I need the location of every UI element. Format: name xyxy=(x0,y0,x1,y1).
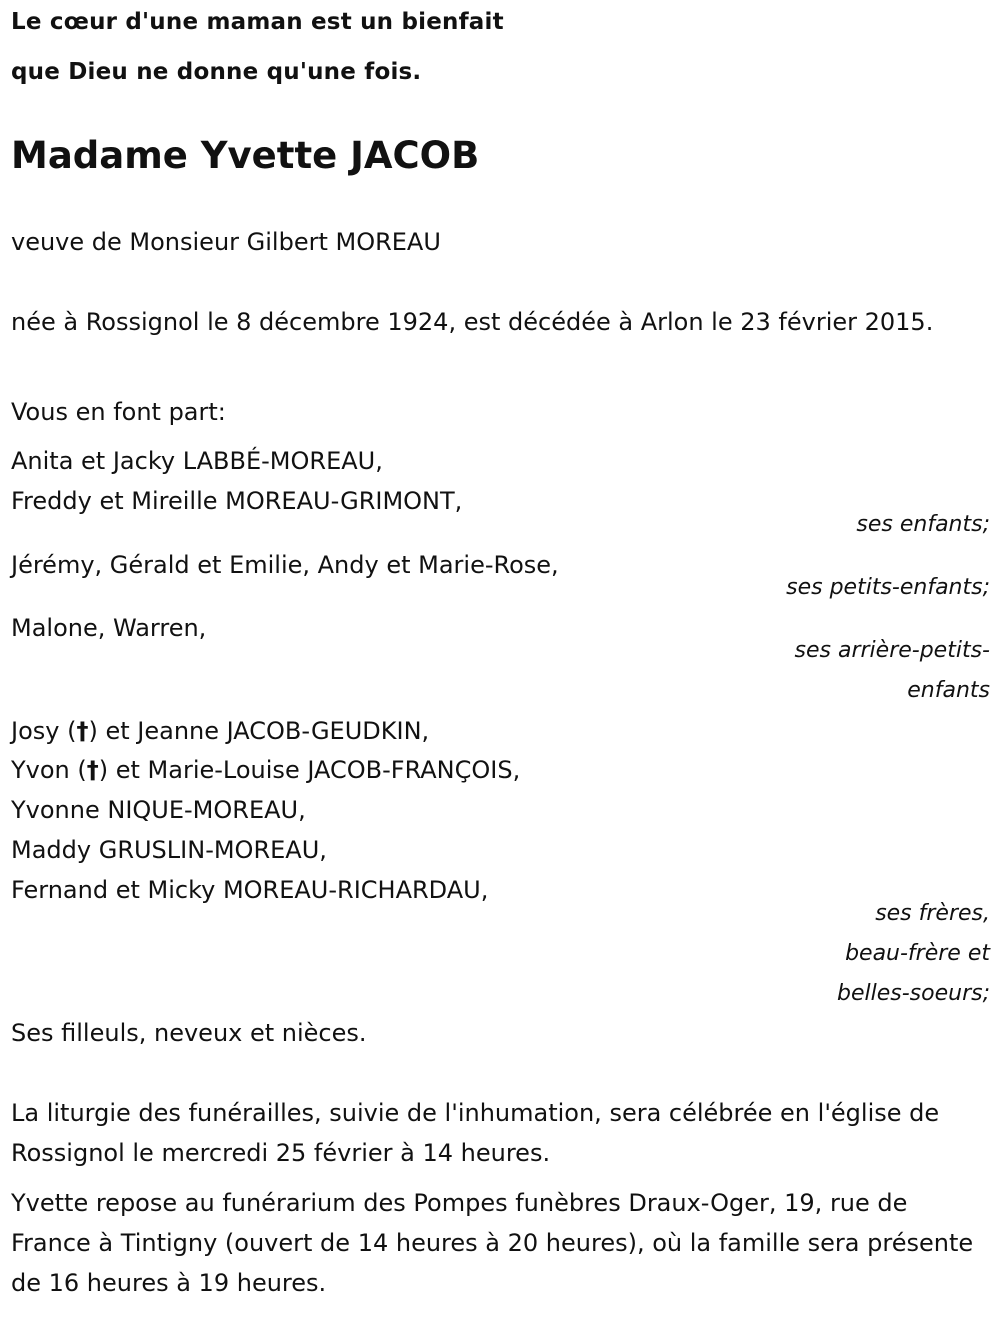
relation-great-grandchildren-line-2: enfants xyxy=(907,678,990,703)
child-name: Freddy et Mireille MOREAU-GRIMONT, xyxy=(11,487,463,515)
relation-children: ses enfants; xyxy=(856,512,990,537)
birth-death-text: née à Rossignol le 8 décembre 1924, est décédée à Arlon le 23 février 2015. xyxy=(11,308,934,336)
other-relatives: Ses filleuls, neveux et nièces. xyxy=(11,1019,367,1047)
relation-great-grandchildren-line-1: ses arrière-petits- xyxy=(794,638,990,663)
widow-of: veuve de Monsieur Gilbert MOREAU xyxy=(11,228,441,256)
relation-siblings-line-3: belles-soeurs; xyxy=(837,981,990,1006)
cross-icon: † xyxy=(86,756,99,784)
relation-siblings-line-1: ses frères, xyxy=(875,901,990,926)
announcement-intro: Vous en font part: xyxy=(11,398,226,426)
sibling-row: Fernand et Micky MOREAU-RICHARDAU, xyxy=(11,876,489,904)
sibling-row: Maddy GRUSLIN-MOREAU, xyxy=(11,836,327,864)
deceased-name: Madame Yvette JACOB xyxy=(11,134,480,177)
great-grandchildren-names: Malone, Warren, xyxy=(11,614,207,642)
sibling-row: Yvon (†) et Marie-Louise JACOB-FRANÇOIS, xyxy=(11,756,521,784)
funeral-rest: Yvette repose au funérarium des Pompes funèbres Draux-Oger, 19, rue de France à Tintigny (ouvert de 14 heures à 20 heures), où la famille sera présente de 16 heures à 19 heures. xyxy=(11,1189,974,1297)
quote-line-2: que Dieu ne donne qu'une fois. xyxy=(11,59,422,85)
relation-grandchildren: ses petits-enfants; xyxy=(786,575,990,600)
funeral-liturgy: La liturgie des funérailles, suivie de l'inhumation, sera célébrée en l'église de Rossignol le mercredi 25 février à 14 heures. xyxy=(11,1099,940,1167)
cross-icon: † xyxy=(76,717,89,745)
sibling-row: Josy (†) et Jeanne JACOB-GEUDKIN, xyxy=(11,717,430,745)
child-name: Anita et Jacky LABBÉ-MOREAU, xyxy=(11,447,383,475)
relation-siblings-line-2: beau-frère et xyxy=(845,941,990,966)
sibling-row: Yvonne NIQUE-MOREAU, xyxy=(11,796,306,824)
quote-line-1: Le cœur d'une maman est un bienfait xyxy=(11,9,504,35)
grandchildren-names: Jérémy, Gérald et Emilie, Andy et Marie-Rose, xyxy=(11,551,559,579)
